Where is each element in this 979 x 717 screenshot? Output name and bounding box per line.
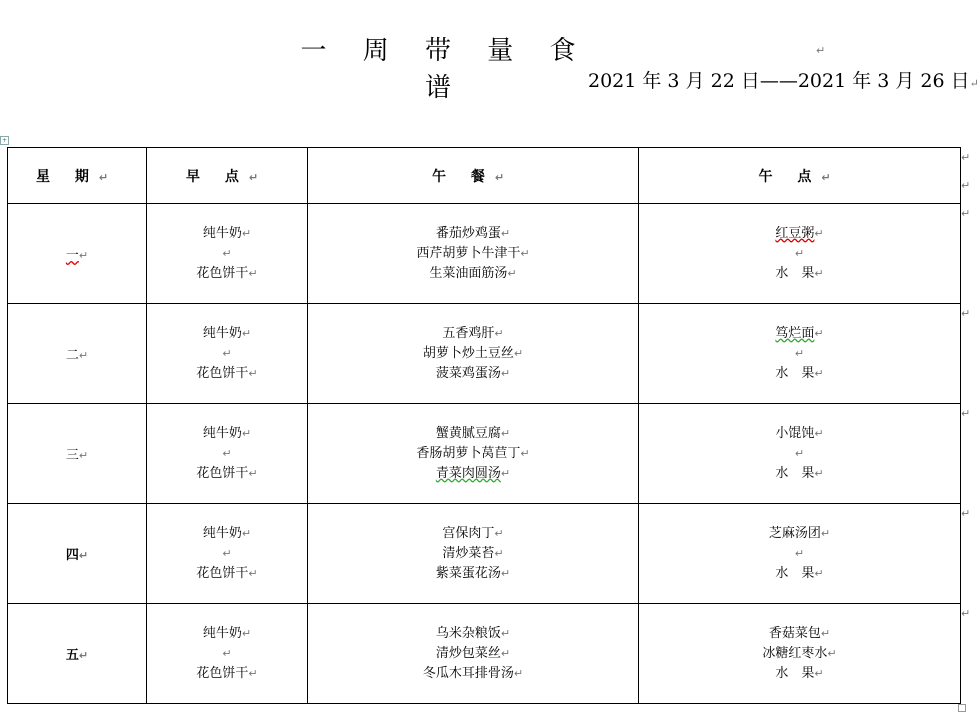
snack-cell: 香菇菜包↵ 冰糖红枣水↵ 水 果↵ bbox=[639, 604, 961, 704]
paragraph-mark-icon: ↵ bbox=[98, 170, 119, 184]
paragraph-mark-icon: ↵ bbox=[78, 449, 89, 462]
snack-cell: 小馄饨↵ ↵ 水 果↵ bbox=[639, 404, 961, 504]
header-snack: 午 点↵ bbox=[639, 148, 961, 204]
table-row bbox=[8, 404, 961, 504]
breakfast-cell: 纯牛奶↵ ↵ 花色饼干↵ bbox=[147, 404, 308, 504]
paragraph-mark-icon: ↵ bbox=[78, 249, 89, 262]
table-row bbox=[8, 604, 961, 704]
lunch-cell: 乌米杂粮饭↵ 清炒包菜丝↵ 冬瓜木耳排骨汤↵ bbox=[308, 604, 639, 704]
page-title: 一 周 带 量 食 谱 bbox=[300, 36, 590, 103]
paragraph-mark-icon: ↵ bbox=[961, 307, 971, 320]
paragraph-mark-icon: ↵ bbox=[969, 77, 979, 90]
breakfast-cell: 纯牛奶↵ ↵ 花色饼干↵ bbox=[147, 504, 308, 604]
paragraph-mark-icon: ↵ bbox=[78, 649, 89, 662]
snack-cell: 笃烂面↵ ↵ 水 果↵ bbox=[639, 304, 961, 404]
day-cell: 四↵ bbox=[8, 504, 147, 604]
paragraph-mark-icon: ↵ bbox=[248, 170, 269, 184]
header-lunch: 午 餐↵ bbox=[308, 148, 639, 204]
date-range-text: 2021 年 3 月 22 日——2021 年 3 月 26 日 bbox=[588, 70, 970, 92]
paragraph-mark-icon: ↵ bbox=[961, 507, 971, 520]
day-cell: 五↵ bbox=[8, 604, 147, 704]
header-day: 星 期↵ bbox=[8, 148, 147, 204]
paragraph-mark-icon: ↵ bbox=[816, 44, 826, 57]
paragraph-mark-icon: ↵ bbox=[821, 170, 841, 184]
table-row bbox=[8, 304, 961, 404]
paragraph-mark-icon: ↵ bbox=[961, 179, 971, 192]
header-breakfast: 早 点↵ bbox=[147, 148, 308, 204]
table-header-row bbox=[8, 148, 961, 204]
day-cell: 三↵ bbox=[8, 404, 147, 504]
day-cell: 一↵ bbox=[8, 204, 147, 304]
table-row bbox=[8, 504, 961, 604]
snack-cell: 红豆粥↵ ↵ 水 果↵ bbox=[639, 204, 961, 304]
paragraph-mark-icon: ↵ bbox=[494, 170, 515, 184]
paragraph-mark-icon: ↵ bbox=[78, 349, 89, 362]
breakfast-cell: 纯牛奶↵ ↵ 花色饼干↵ bbox=[147, 204, 308, 304]
weekly-menu-table bbox=[7, 147, 961, 704]
lunch-cell: 蟹黄腻豆腐↵ 香肠胡萝卜莴苣丁↵ 青菜肉圆汤↵ bbox=[308, 404, 639, 504]
date-range bbox=[588, 66, 979, 93]
day-cell: 二↵ bbox=[8, 304, 147, 404]
paragraph-mark-icon: ↵ bbox=[961, 151, 971, 164]
breakfast-cell: 纯牛奶↵ ↵ 花色饼干↵ bbox=[147, 304, 308, 404]
table-resize-handle-icon[interactable] bbox=[958, 704, 966, 712]
table-move-handle-icon[interactable]: + bbox=[1, 137, 8, 144]
snack-cell: 芝麻汤团↵ ↵ 水 果↵ bbox=[639, 504, 961, 604]
breakfast-cell: 纯牛奶↵ ↵ 花色饼干↵ bbox=[147, 604, 308, 704]
lunch-cell: 宫保肉丁↵ 清炒菜苔↵ 紫菜蛋花汤↵ bbox=[308, 504, 639, 604]
paragraph-mark-icon: ↵ bbox=[961, 207, 971, 220]
paragraph-mark-icon: ↵ bbox=[961, 607, 971, 620]
lunch-cell: 番茄炒鸡蛋↵ 西芹胡萝卜牛津干↵ 生菜油面筋汤↵ bbox=[308, 204, 639, 304]
paragraph-mark-icon: ↵ bbox=[961, 407, 971, 420]
paragraph-mark-icon: ↵ bbox=[78, 549, 89, 562]
lunch-cell: 五香鸡肝↵ 胡萝卜炒土豆丝↵ 菠菜鸡蛋汤↵ bbox=[308, 304, 639, 404]
table-row bbox=[8, 204, 961, 304]
